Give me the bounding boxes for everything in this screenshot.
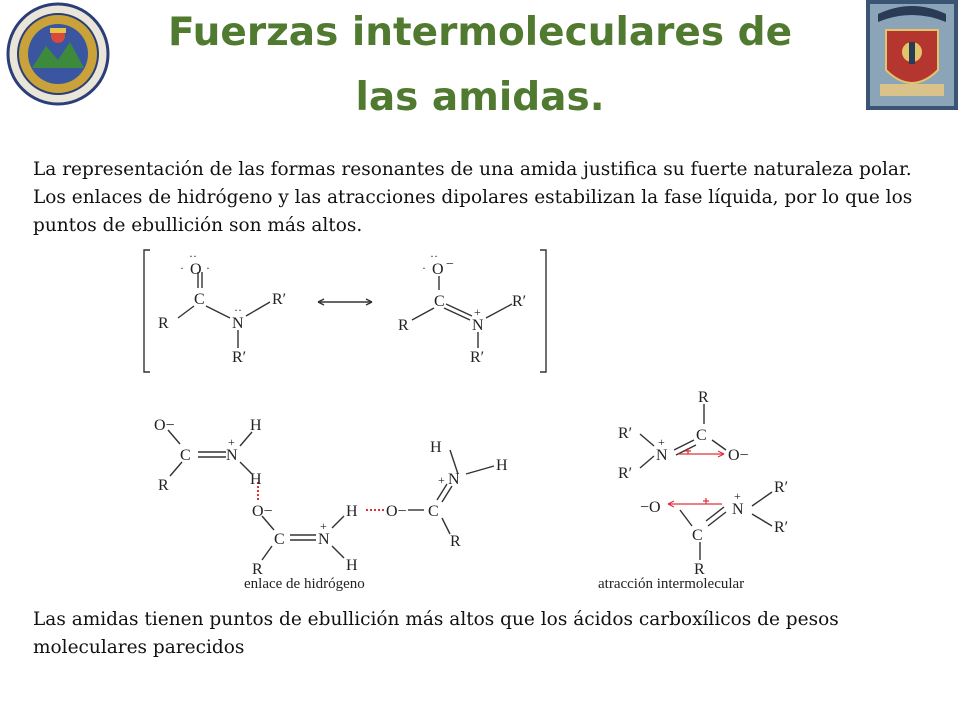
b-o-minus: O−	[252, 503, 273, 520]
s1-n-lone: ··	[234, 303, 242, 317]
d2-nitrogen: N	[732, 501, 744, 518]
amide-diagram	[140, 244, 820, 596]
s2-o-lone: ··	[430, 249, 438, 263]
c-r: R	[450, 533, 461, 550]
b-nitrogen: N	[318, 531, 330, 548]
a-h-bottom: H	[250, 471, 262, 488]
s1-o-lone: ··	[189, 249, 197, 263]
s2-n-plus: +	[474, 305, 481, 319]
s1-o-lone-right: ·	[206, 261, 210, 275]
a-nitrogen: N	[226, 447, 238, 464]
a-h-top: H	[250, 417, 262, 434]
c-nitrogen: N	[448, 471, 460, 488]
b-h-bottom: H	[346, 557, 358, 574]
s2-nitrogen: N	[472, 317, 484, 334]
d1-nitrogen: N	[656, 447, 668, 464]
b-r: R	[252, 561, 263, 578]
d1-r: R	[698, 389, 709, 406]
caption-dipole: atracción intermolecular	[598, 576, 745, 592]
d2-r: R	[694, 561, 705, 578]
conclusion-paragraph: Las amidas tienen puntos de ebullición más altos que los ácidos carboxílicos de pesos moleculares parecidos	[33, 609, 839, 658]
a-n-plus: +	[228, 435, 235, 449]
s1-r: R	[158, 315, 169, 332]
d1-rprime-top: R′	[618, 425, 633, 442]
a-o-minus: O−	[154, 417, 175, 434]
c-o-minus: O−	[386, 503, 407, 520]
intro-paragraph: La representación de las formas resonantes de una amida justifica su fuerte naturaleza polar. Los enlaces de hidrógeno y las atracciones dipolares estabilizan la fase líquida, por lo que los puntos de ebullición son más altos.	[33, 159, 913, 236]
c-n-plus: +	[438, 473, 445, 487]
s2-o-lone-left: ·	[422, 261, 426, 275]
b-n-plus: +	[320, 519, 327, 533]
s1-rprime-1: R′	[272, 291, 287, 308]
d2-carbon: C	[692, 527, 703, 544]
s1-o-lone-left: ·	[180, 261, 184, 275]
d1-o-minus: O−	[728, 447, 749, 464]
a-r: R	[158, 477, 169, 494]
faculty-crest-logo	[866, 0, 958, 110]
s1-nitrogen: N	[232, 315, 244, 332]
b-h-top: H	[346, 503, 358, 520]
d1-carbon: C	[696, 427, 707, 444]
s2-rprime-1: R′	[512, 293, 527, 310]
d2-minus-o: −O	[640, 499, 661, 516]
c-carbon: C	[428, 503, 439, 520]
d2-rprime-top: R′	[774, 479, 789, 496]
s2-r: R	[398, 317, 409, 334]
s2-o-minus: −	[446, 257, 454, 272]
b-carbon: C	[274, 531, 285, 548]
s2-carbon: C	[434, 293, 445, 310]
d2-n-plus: +	[734, 489, 741, 503]
s1-oxygen: O	[190, 261, 202, 278]
d1-n-plus: +	[658, 435, 665, 449]
d2-rprime-bottom: R′	[774, 519, 789, 536]
c-h-top: H	[430, 439, 442, 456]
a-carbon: C	[180, 447, 191, 464]
s1-carbon: C	[194, 291, 205, 308]
slide-title: Fuerzas intermoleculares de las amidas.	[167, 10, 793, 120]
university-seal-logo	[6, 2, 110, 106]
s2-rprime-2: R′	[470, 349, 485, 366]
d1-rprime-bottom: R′	[618, 465, 633, 482]
c-h-right: H	[496, 457, 508, 474]
s1-rprime-2: R′	[232, 349, 247, 366]
s2-oxygen: O	[432, 261, 444, 278]
caption-hbond: enlace de hidrógeno	[244, 576, 365, 592]
